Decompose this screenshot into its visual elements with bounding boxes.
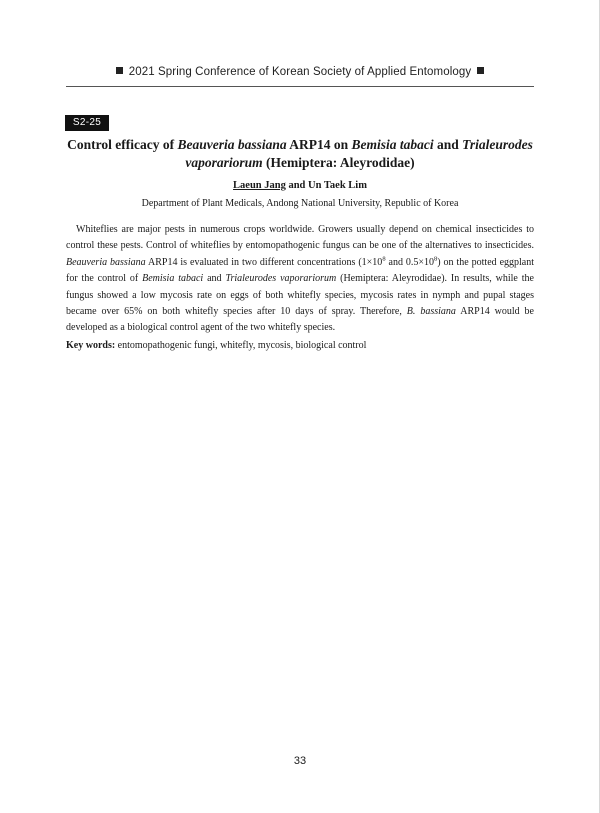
- presenting-author: Laeun Jang: [233, 180, 286, 191]
- conference-header-text: 2021 Spring Conference of Korean Society of Applied Entomology: [128, 66, 472, 78]
- abstract-species: Bemisia tabaci: [142, 273, 204, 285]
- paper-title: [66, 136, 534, 172]
- author-list: [66, 180, 534, 191]
- abstract-text: and: [203, 273, 226, 285]
- keywords-label: Key words:: [66, 340, 116, 351]
- abstract-text: (Hemiptera: Aleyrodidae). In results, while the fungus showed a low mycosis rate on eggs of both whitefly species, mycosis rates in nymph and pupal stages became over 65% on both whitefly species after 10 days of spray. Therefore,: [66, 273, 534, 318]
- session-code-badge: S2-25: [65, 115, 109, 131]
- keywords: [66, 340, 534, 351]
- title-text: and: [433, 137, 463, 152]
- affiliation: Department of Plant Medicals, Andong National University, Republic of Korea: [141, 198, 459, 209]
- title-species: Trialeurodes: [462, 137, 533, 152]
- abstract-text: and 0.5×10: [385, 256, 435, 268]
- exponent: 8: [382, 255, 386, 263]
- abstract-body: [66, 222, 534, 337]
- abstract-text: Whiteflies are major pests in numerous crops worldwide. Growers usually depend on chemical insecticides to control these pests. Control of whiteflies by entomopathogenic fungus can be one of the alternatives to insecticides.: [66, 224, 534, 252]
- conference-header: [66, 66, 534, 78]
- abstract-species: Beauveria bassiana: [66, 256, 146, 268]
- exponent: 8: [434, 255, 438, 263]
- abstract-text: ARP14 would be developed as a biological control agent of the two whitefly species.: [66, 306, 534, 334]
- page-number: 33: [293, 755, 307, 767]
- square-bullet-icon: [116, 67, 123, 74]
- keywords-text: entomopathogenic fungi, whitefly, mycosis, biological control: [115, 340, 367, 351]
- abstract-text: ARP14 is evaluated in two different concentrations (1×10: [145, 256, 383, 268]
- square-bullet-icon: [477, 67, 484, 74]
- co-authors: and Un Taek Lim: [285, 180, 367, 191]
- title-text: (Hemiptera: Aleyrodidae): [262, 155, 415, 170]
- title-species: vaporariorum: [185, 155, 263, 170]
- title-text: ARP14 on: [286, 137, 352, 152]
- abstract-species: B. bassiana: [406, 306, 456, 318]
- header-divider: [66, 86, 534, 87]
- title-species: Beauveria bassiana: [177, 137, 287, 152]
- title-species: Bemisia tabaci: [351, 137, 434, 152]
- abstract-species: Trialeurodes vaporariorum: [225, 273, 337, 285]
- abstract-text: ) on the potted eggplant for the control of: [66, 256, 535, 285]
- title-text: Control efficacy of: [67, 137, 178, 152]
